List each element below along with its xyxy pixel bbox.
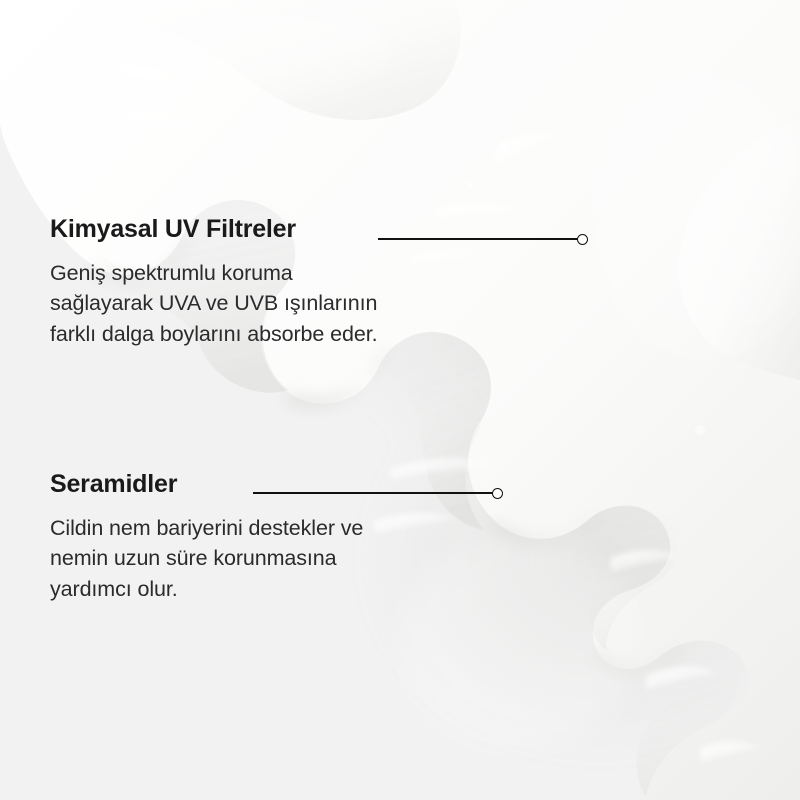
annotation-ceramides [50,470,380,604]
annotation-body: Cildin nem bariyerini destekler ve nemin uzun süre korunmasına yardımcı olur. [50,515,364,601]
annotation-title: Seramidler [50,470,178,498]
annotation-title: Kimyasal UV Filtreler [50,215,296,243]
annotation-body: Geniş spektrumlu koruma sağlayarak UVA ve UVB ışınlarının farklı dalga boylarını absorbe eder. [50,260,378,346]
annotation-chemical-uv-filters [50,215,380,349]
